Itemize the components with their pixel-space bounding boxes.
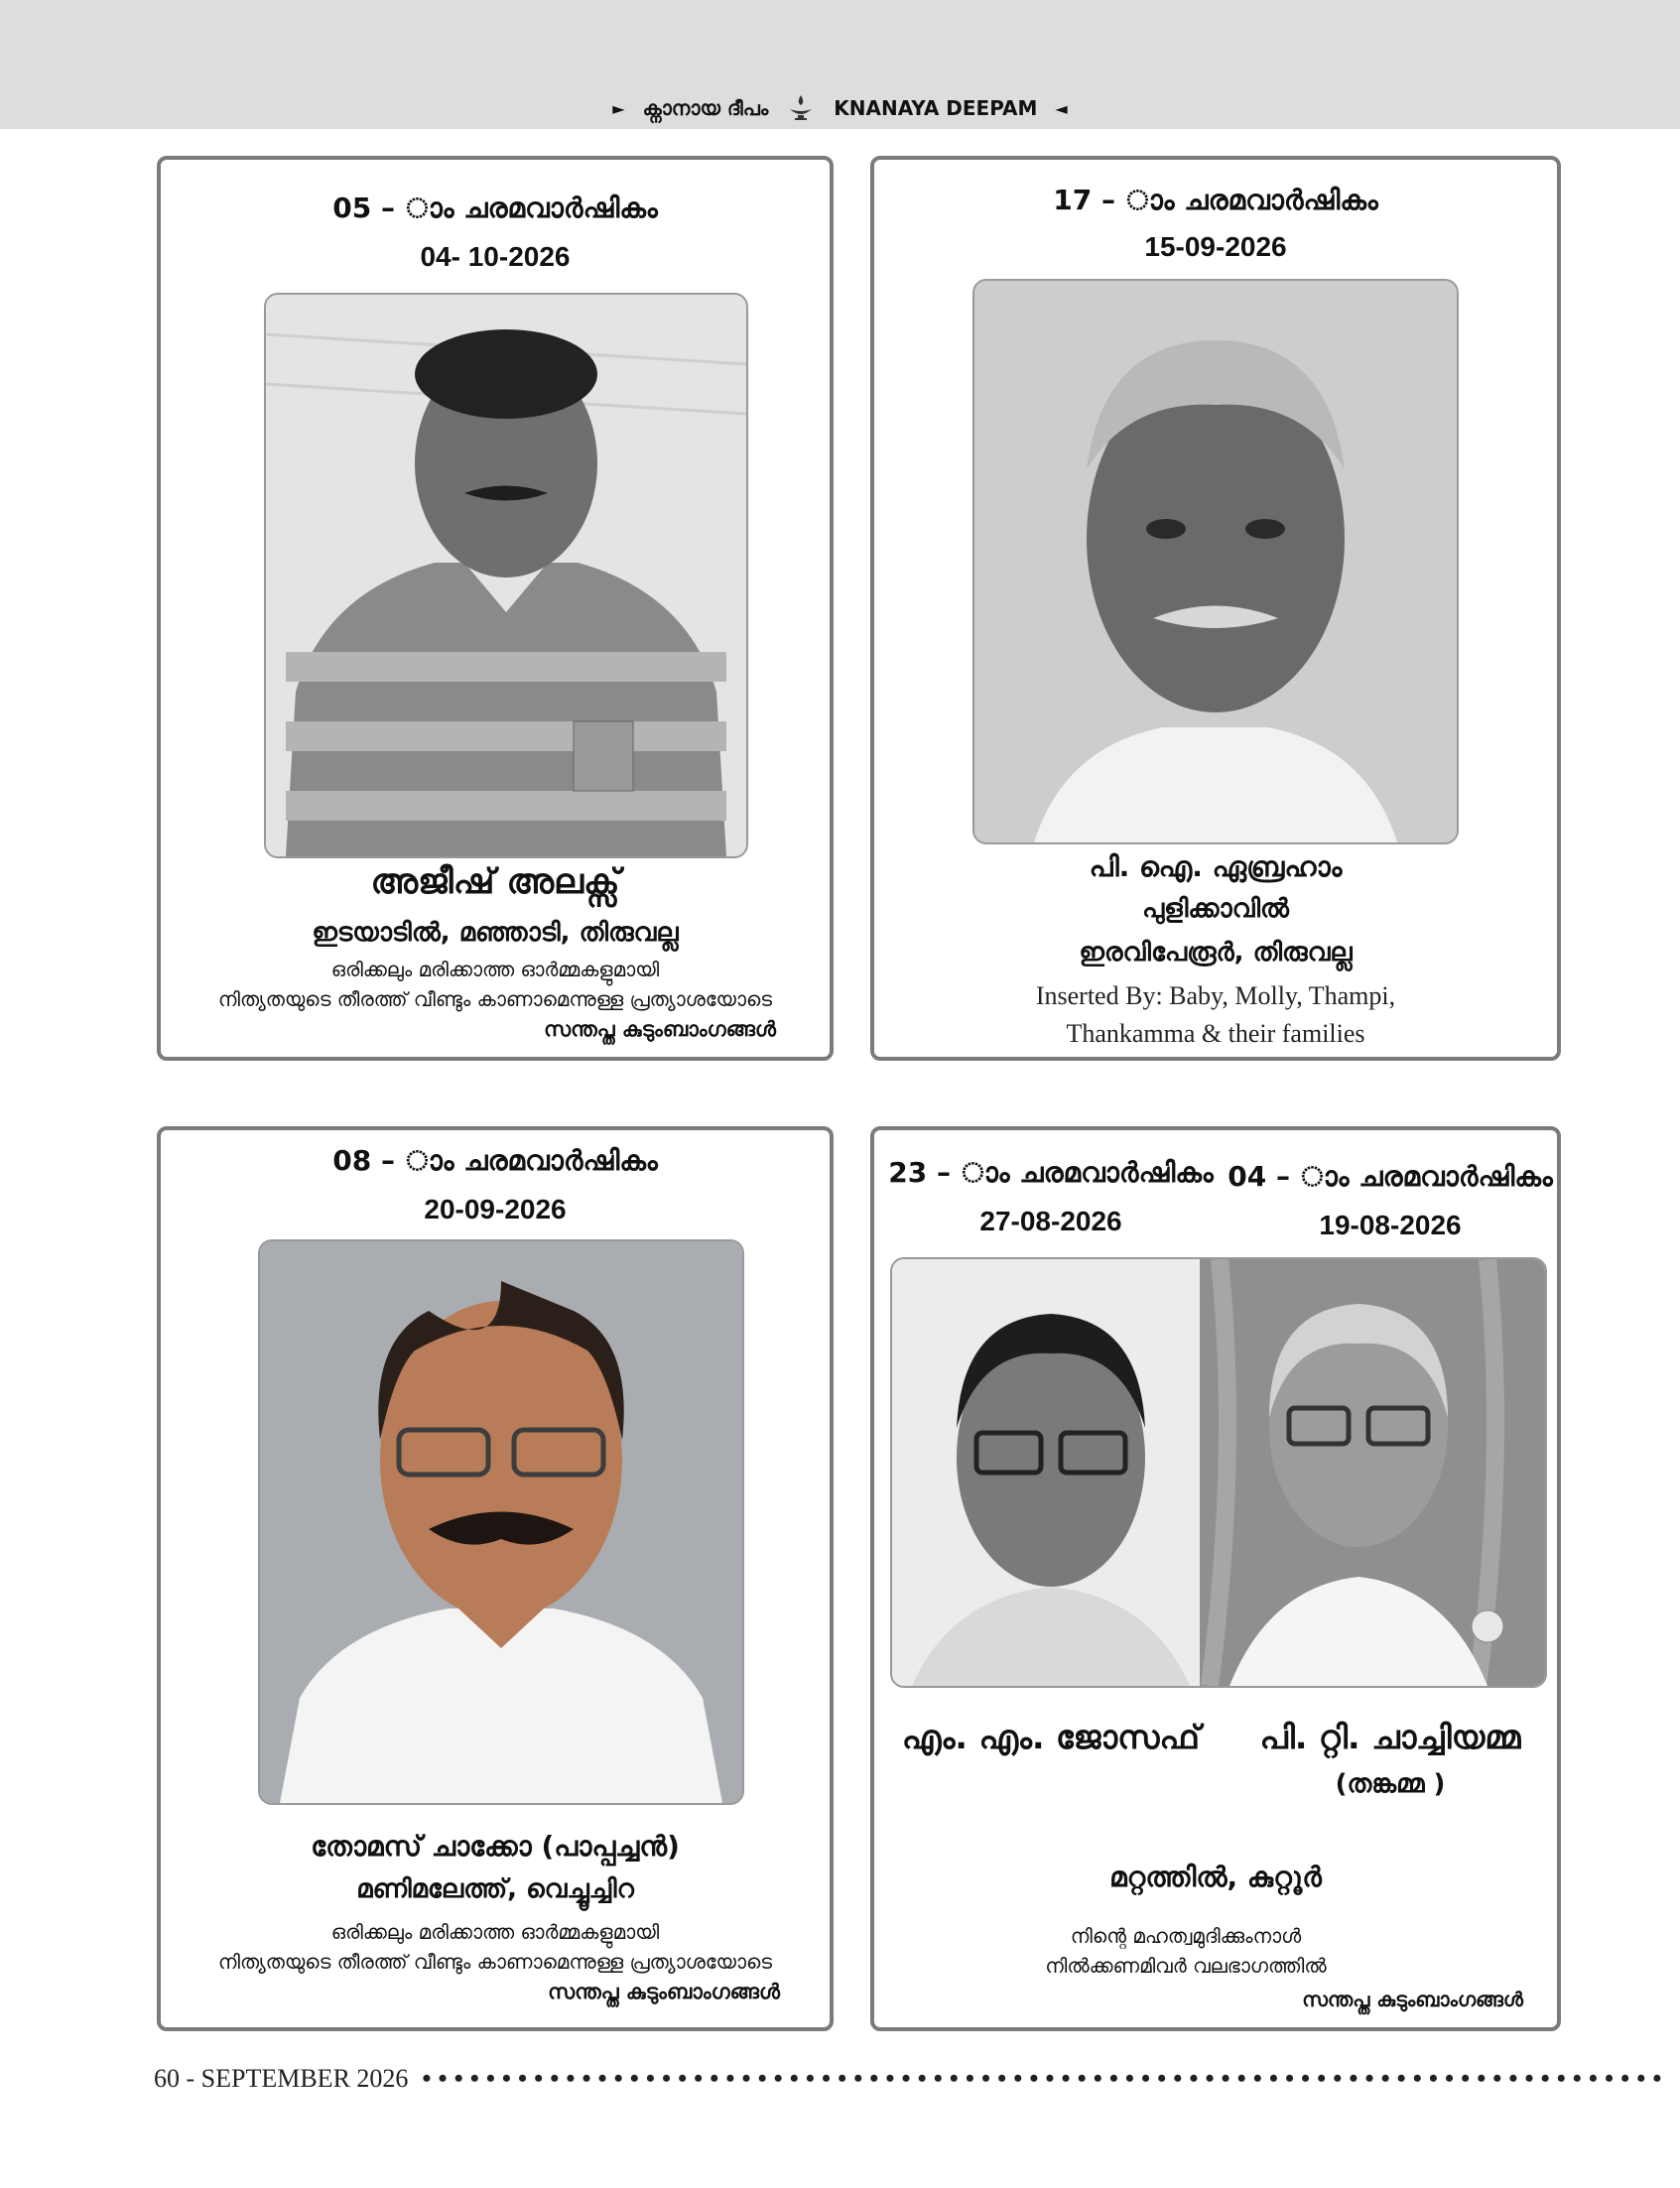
deceased-name: പി. ഐ. ഏബ്രഹാം [1089,850,1343,883]
inserted-by-line-1: Inserted By: Baby, Molly, Thampi, [1035,981,1396,1010]
anniversary-date: 15-09-2026 [1144,231,1287,262]
obituary-card-abraham [870,156,1561,1061]
magazine-title-malayalam: ക്നാനായ ദീപം [642,96,769,120]
right-pointer-icon: ► [612,98,625,118]
deceased-name: അജീഷ് അലക്സ് [370,862,620,902]
family-signature: സന്തപ്ത കുടുംബാംഗങ്ങൾ [548,1980,780,2003]
page-footer [154,2064,1680,2100]
obituary-card-ajeesh [157,156,834,1061]
obituary-card-joseph-chachiyamma [870,1126,1561,2031]
magazine-header [0,91,1680,125]
portrait-photo [972,279,1459,844]
family-house-address: മറ്റത്തിൽ, കുറ്റൂർ [1109,1861,1322,1893]
verse-line-1: നിന്റെ മഹത്വമുദിക്കുംനാൾ [1070,1924,1302,1948]
memorial-line-1: ഒരിക്കലും മരിക്കാത്ത ഓർമ്മകളുമായി [330,958,660,981]
couple-portrait-photo [890,1257,1547,1688]
deceased-address: മണിമലേത്ത്, വെച്ചൂച്ചിറ [356,1874,634,1904]
deceased-nickname-right: (തങ്കമ്മ ) [1335,1769,1446,1799]
page-number-label: 60 - SEPTEMBER 2026 [154,2064,409,2093]
obituary-card-thomas [157,1126,834,2031]
memorial-line-2: നിത്യതയുടെ തീരത്ത് വീണ്ടും കാണാമെന്നുള്ള പ്രത്യാശയോടെ [217,987,773,1011]
anniversary-label-left: 23 – ാം ചരമവാർഷികം [888,1156,1214,1189]
memorial-line-1: ഒരിക്കലും മരിക്കാത്ത ഓർമ്മകളുമായി [330,1920,660,1944]
anniversary-label: 05 – ാം ചരമവാർഷികം [332,192,658,224]
memorial-line-2: നിത്യതയുടെ തീരത്ത് വീണ്ടും കാണാമെന്നുള്ള പ്രത്യാശയോടെ [217,1950,773,1974]
deceased-address: ഇരവിപേരൂർ, തിരുവല്ല [1079,938,1353,967]
anniversary-date-right: 19-08-2026 [1319,1210,1462,1240]
anniversary-date-left: 27-08-2026 [979,1206,1122,1236]
anniversary-date: 20-09-2026 [424,1194,567,1224]
portrait-photo [264,293,748,858]
deceased-address: ഇടയാടിൽ, മഞ്ഞാടി, തിരുവല്ല [312,918,679,948]
portrait-photo [258,1239,744,1805]
family-signature: സന്തപ്ത കുടുംബാംഗങ്ങൾ [1302,1988,1523,2011]
family-signature: സന്തപ്ത കുടുംബാംഗങ്ങൾ [544,1017,776,1041]
left-pointer-icon: ◄ [1055,98,1068,118]
inserted-by-line-2: Thankamma & their families [1066,1019,1365,1048]
deceased-name: തോമസ് ചാക്കോ (പാപ്പച്ചൻ) [311,1830,680,1863]
magazine-title-english: KNANAYA DEEPAM [834,96,1038,120]
deceased-name-right: പി. റ്റി. ചാച്ചിയമ്മ [1259,1718,1521,1756]
footer-dot-leader: •••••••••••••••••••••••••••••••••••••••••••••••••••••••••••••••••••••••••••••• [422,2064,1669,2093]
oil-lamp-icon [786,93,816,123]
anniversary-date: 04- 10-2026 [420,241,571,272]
anniversary-label: 08 – ാം ചരമവാർഷികം [332,1144,658,1177]
deceased-name-left: എം. എം. ജോസഫ് [901,1718,1201,1756]
house-name: പുളിക്കാവിൽ [1141,894,1290,924]
anniversary-label-right: 04 – ാം ചരമവാർഷികം [1228,1160,1553,1193]
anniversary-label: 17 – ാം ചരമവാർഷികം [1053,184,1378,216]
verse-line-2: നിൽക്കണമിവർ വലഭാഗത്തിൽ [1045,1954,1327,1978]
